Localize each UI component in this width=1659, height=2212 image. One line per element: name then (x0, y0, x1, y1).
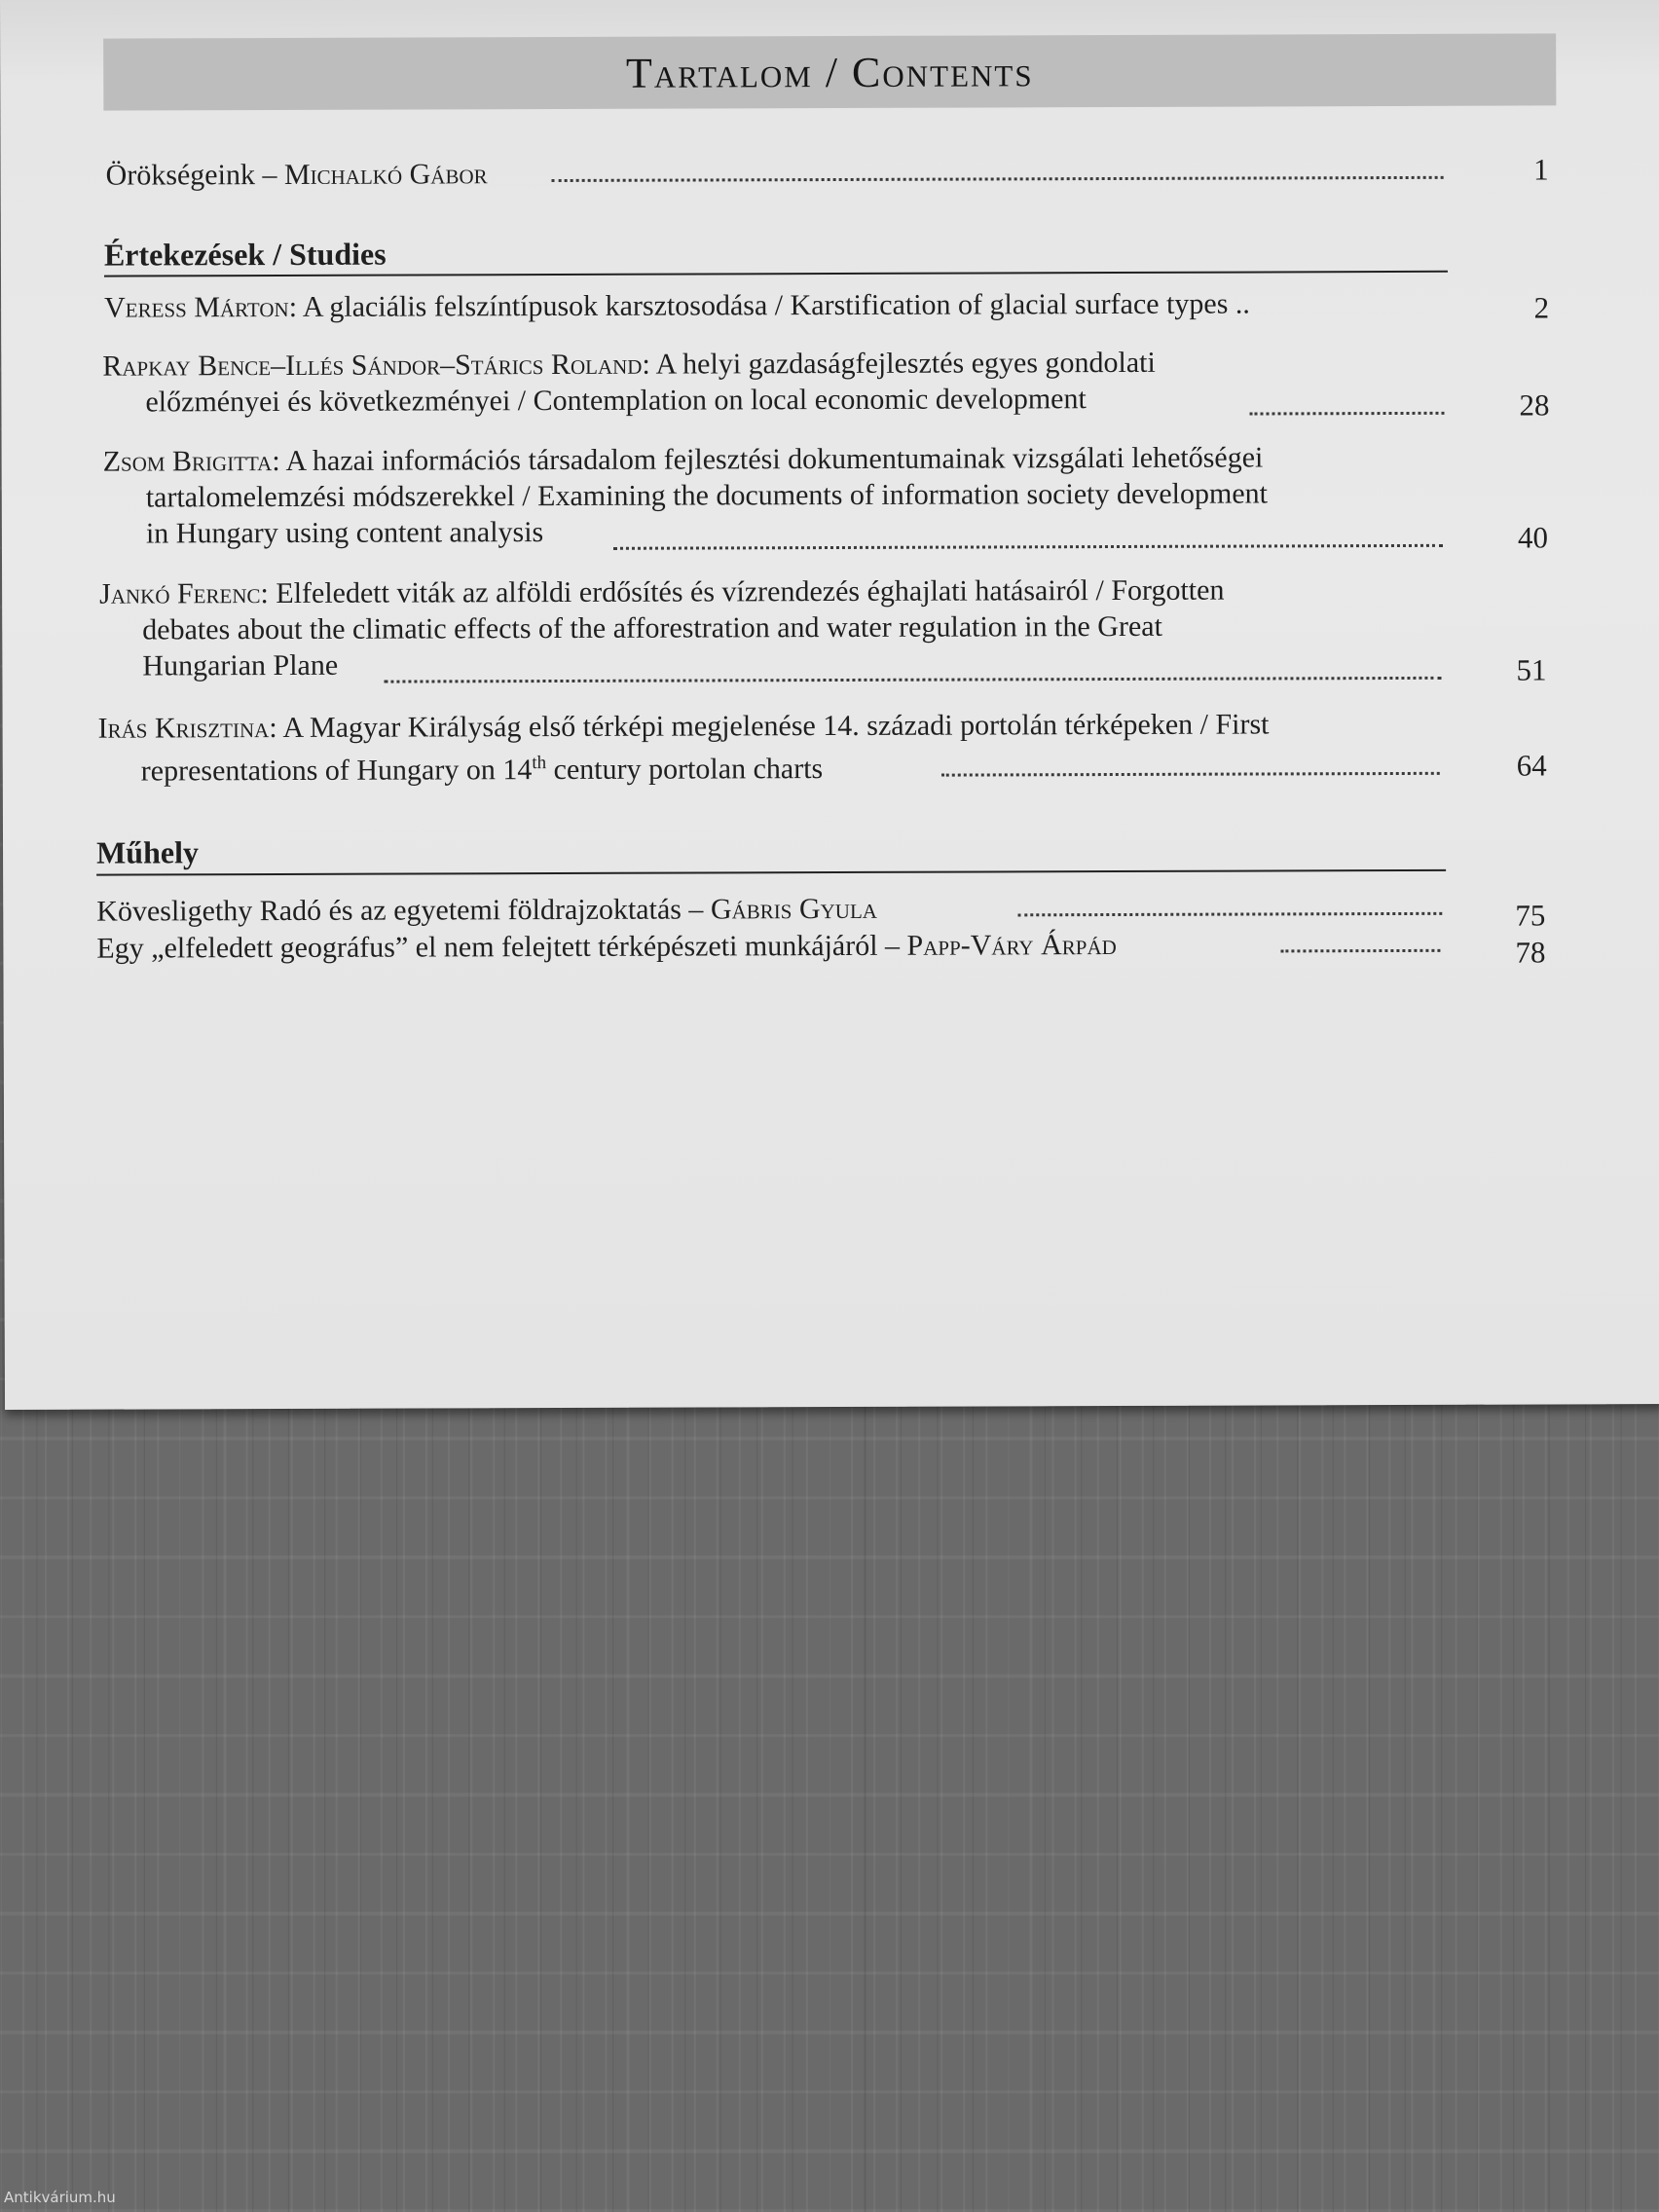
entry-author: Rapkay Bence–Illés Sándor–Stárics Roland (102, 348, 643, 383)
toc-entry (102, 344, 1485, 421)
entry-title: Kövesligethy Radó és az egyetemi földrajzoktatás – (96, 893, 711, 928)
superscript: th (532, 753, 547, 774)
section-heading-workshop: Műhely (95, 834, 200, 870)
page-number: 78 (1515, 935, 1546, 970)
entry-author: Irás Krisztina (97, 712, 270, 745)
entry-author: Michalkó Gábor (283, 158, 488, 191)
toc-entry (103, 439, 1525, 552)
page-title: Tartalom / Contents (625, 47, 1034, 97)
entry-author: Zsom Brigitta (102, 445, 273, 478)
page-number: 2 (1533, 290, 1550, 325)
entry-title-line: century portolan charts (546, 753, 824, 787)
page-number: 28 (1519, 387, 1550, 423)
toc-entry (96, 927, 1116, 967)
entry-title-line: Hungarian Plane (142, 648, 339, 682)
entry-title-line: tartalomelemzési módszerekkel / Examining the documents of information society development (145, 477, 1269, 514)
entry-title: Egy „elfeledett geográfus” el nem felejtett térképészeti munkájáról – (96, 929, 907, 965)
entry-title-line: debates about the climatic effects of the afforestration and water regulation in the Great (142, 609, 1162, 646)
toc-entry (98, 705, 1539, 789)
page-number: 1 (1533, 152, 1549, 187)
page-number: 64 (1516, 748, 1547, 783)
watermark: Antikvárium.hu (4, 2189, 116, 2206)
entry-author: Papp-Váry Árpád (906, 929, 1117, 962)
entry-colon: : (272, 444, 286, 478)
dot-leader (1017, 912, 1442, 917)
entry-title-line: előzményei és következményei / Contemplation on local economic development (145, 383, 1087, 419)
entry-title-line: A helyi gazdaságfejlesztés egyes gondolati (655, 346, 1156, 381)
entry-author: Gábris Gyula (710, 892, 877, 926)
entry-title: Örökségeink – (105, 158, 284, 192)
dot-leader (1280, 949, 1440, 953)
entry-author: Jankó Ferenc (99, 577, 261, 610)
title-bar (103, 33, 1556, 110)
page-number: 75 (1515, 898, 1546, 933)
toc-entry (96, 891, 877, 930)
entry-colon: : (642, 348, 656, 381)
entry-title-line: A hazai információs társadalom fejlesztési dokumentumainak vizsgálati lehetőségei (285, 441, 1264, 477)
toc-entry-intro (106, 156, 488, 193)
entry-colon: : (260, 577, 276, 610)
entry-colon: : (269, 711, 283, 745)
entry-title-line: A glaciális felszíntípusok karsztosodása / Karstification of glacial surface types .. (302, 287, 1250, 323)
toc-entry (104, 285, 1467, 326)
section-heading-studies: Értekezések / Studies (103, 236, 387, 273)
dot-leader (552, 176, 1444, 182)
entry-title-line: A Magyar Királyság első térképi megjelenése 14. századi portolán térképeken / First (282, 708, 1270, 744)
entry-title-line: Elfeledett viták az alföldi erdősítés és vízrendezés éghajlati hatásairól / Forgotten (276, 573, 1225, 610)
page-number: 40 (1517, 520, 1548, 555)
section-rule (96, 869, 1446, 876)
entry-title-line: in Hungary using content analysis (145, 516, 544, 550)
toc-entry (99, 571, 1501, 684)
entry-title-line: representations of Hungary on 14 (140, 754, 533, 788)
page-number: 51 (1516, 652, 1547, 687)
entry-author: Veress Márton (104, 290, 289, 324)
entry-colon: : (288, 290, 303, 323)
